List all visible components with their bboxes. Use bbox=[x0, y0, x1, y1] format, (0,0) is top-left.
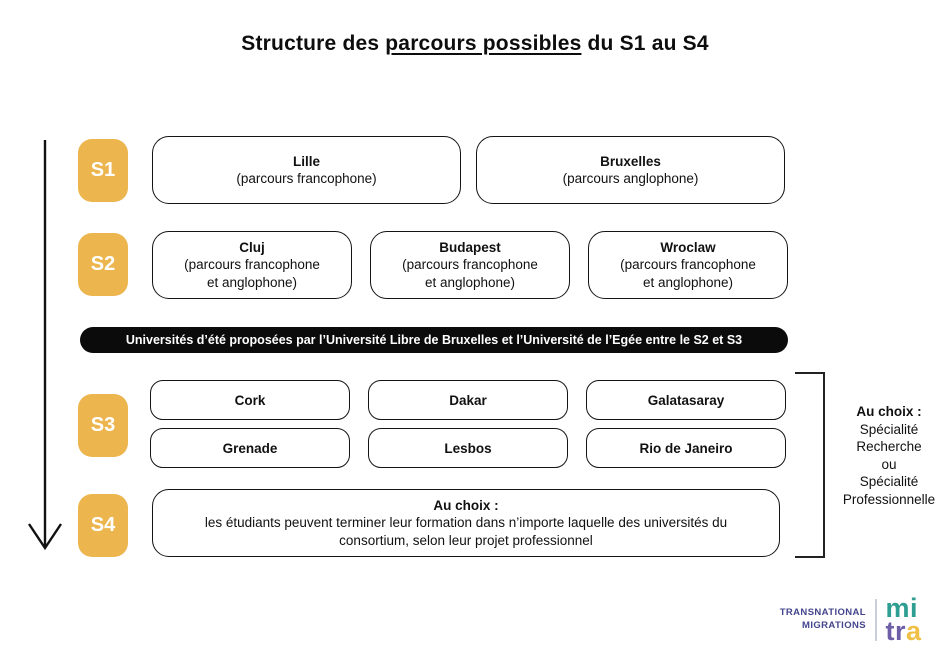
university-name: Rio de Janeiro bbox=[639, 440, 733, 456]
s4-choice-heading: Au choix : bbox=[433, 497, 499, 513]
semester-chip-s2 bbox=[78, 233, 128, 296]
university-detail: (parcours francophone bbox=[402, 257, 538, 273]
logo-wordmark-line2 bbox=[885, 615, 922, 646]
specialisation-note-line: ou bbox=[881, 456, 897, 472]
university-name: Lesbos bbox=[444, 440, 492, 456]
university-box-lille bbox=[152, 136, 461, 204]
row-s1-boxes bbox=[152, 136, 785, 204]
university-name: Grenade bbox=[222, 440, 278, 456]
logo-wordmark bbox=[885, 593, 922, 646]
university-name: Cluj bbox=[239, 240, 265, 256]
s4-choice-box bbox=[152, 489, 780, 557]
logo-letter-a: a bbox=[906, 615, 922, 646]
logo-divider bbox=[875, 599, 877, 641]
university-box-galatasaray bbox=[586, 380, 786, 420]
university-box-budapest bbox=[370, 231, 570, 299]
title-prefix: Structure des bbox=[241, 32, 386, 55]
s4-choice-body: les étudiants peuvent terminer leur formation dans n’importe laquelle des universités du consortium, selon leur projet professionnel bbox=[204, 515, 728, 548]
semester-chip-s1-label: S1 bbox=[90, 159, 116, 181]
logo-letter-r: r bbox=[895, 615, 907, 646]
university-name: Cork bbox=[234, 392, 266, 408]
university-detail: et anglophone) bbox=[206, 274, 298, 290]
university-name: Lille bbox=[292, 153, 320, 169]
university-detail: et anglophone) bbox=[424, 274, 516, 290]
university-detail: (parcours francophone bbox=[184, 257, 320, 273]
logo-letter-t: t bbox=[885, 615, 895, 646]
logo-org-line1: TRANSNATIONAL bbox=[779, 607, 866, 619]
timeline-down-arrow-icon bbox=[24, 138, 68, 558]
semester-chip-s3-label: S3 bbox=[90, 414, 116, 436]
university-detail: (parcours francophone bbox=[620, 257, 756, 273]
semester-chip-s4 bbox=[78, 494, 128, 557]
university-box-cluj bbox=[152, 231, 352, 299]
logo-letter-i: i bbox=[910, 593, 919, 623]
university-name: Bruxelles bbox=[600, 153, 661, 169]
specialisation-note-line: Spécialité bbox=[859, 474, 919, 490]
university-name: Wroclaw bbox=[660, 240, 716, 256]
specialisation-note-line: Recherche bbox=[856, 439, 922, 455]
university-box-rio-de-janeiro bbox=[586, 428, 786, 468]
semester-chip-s1 bbox=[78, 139, 128, 202]
university-box-cork bbox=[150, 380, 350, 420]
university-box-grenade bbox=[150, 428, 350, 468]
university-detail: (parcours francophone) bbox=[236, 171, 377, 186]
summer-universities-banner bbox=[80, 327, 788, 353]
university-box-wroclaw bbox=[588, 231, 788, 299]
university-box-dakar bbox=[368, 380, 568, 420]
university-detail: et anglophone) bbox=[642, 274, 734, 290]
banner-text: Universités d’été proposées par l’Université Libre de Bruxelles et l’Université de l’Egée entre le S2 et S3 bbox=[125, 333, 743, 347]
specialisation-note-line: Professionnelle bbox=[842, 491, 936, 507]
specialisation-note bbox=[830, 403, 948, 508]
logo-letter-m: m bbox=[885, 593, 911, 623]
title-suffix: du S1 au S4 bbox=[581, 32, 709, 55]
university-name: Dakar bbox=[449, 392, 487, 408]
row-s2-boxes bbox=[152, 231, 788, 299]
specialisation-note-line: Spécialité bbox=[859, 421, 919, 437]
title-underlined: parcours possibles bbox=[385, 32, 582, 55]
university-box-bruxelles bbox=[476, 136, 785, 204]
page-title bbox=[0, 32, 950, 56]
mitra-logo bbox=[776, 593, 922, 646]
semester-chip-s2-label: S2 bbox=[90, 253, 116, 275]
university-name: Galatasaray bbox=[647, 392, 725, 408]
specialisation-bracket bbox=[795, 372, 825, 558]
logo-org-name bbox=[776, 607, 866, 633]
university-detail: (parcours anglophone) bbox=[562, 171, 699, 186]
semester-chip-s4-label: S4 bbox=[90, 514, 116, 536]
university-name: Budapest bbox=[439, 240, 501, 256]
row-s3-boxes bbox=[150, 380, 786, 468]
semester-chip-s3 bbox=[78, 394, 128, 457]
logo-org-line2: MIGRATIONS bbox=[802, 619, 866, 631]
specialisation-note-heading: Au choix : bbox=[856, 404, 922, 419]
university-box-lesbos bbox=[368, 428, 568, 468]
